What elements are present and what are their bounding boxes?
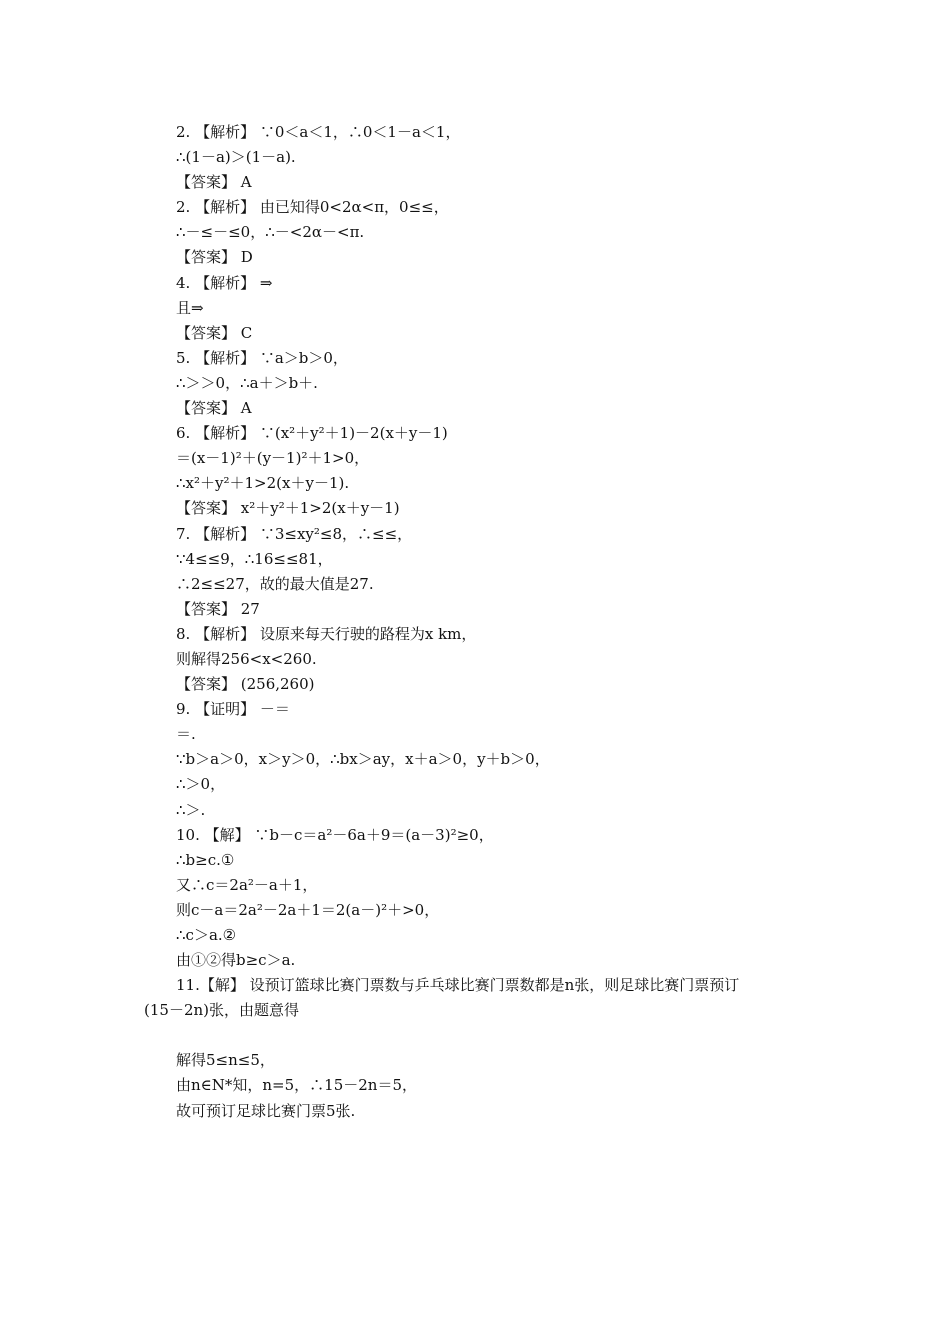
text-line: 9. 【证明】 －＝ [176,700,290,719]
q11-first-line: 11.【解】 设预订篮球比赛门票数与乒乓球比赛门票数都是n张，则足球比赛门票预订 [176,976,740,995]
text-line: 【答案】 x²＋y²＋1>2(x＋y－1) [176,499,400,518]
text-line: 则c－a＝2a²－2a＋1＝2(a－)²＋>0， [176,900,440,919]
text-line: 4. 【解析】 ⇒ [176,273,273,292]
text-line: ∴＞. [176,800,206,819]
text-line: 且⇒ [176,298,204,317]
text-line: 则解得256<x<260. [176,649,317,668]
text-line: 8. 【解析】 设原来每天行驶的路程为x km， [176,624,477,643]
text-line: 又∴c＝2a²－a＋1， [176,875,318,894]
text-line: 10. 【解】 ∵b－c＝a²－6a＋9＝(a－3)²≥0， [176,825,494,844]
text-line: ∴2≤≤27，故的最大值是27. [176,574,374,593]
text-line: ∴＞＞0，∴a＋＞b＋. [176,373,318,392]
text-line: 故可预订足球比赛门票5张. [176,1101,356,1120]
text-line: ∴c＞a.② [176,926,237,944]
text-line: ∵4≤≤9，∴16≤≤81， [176,549,333,568]
text-line: ＝. [176,725,196,744]
text-line: 6. 【解析】 ∵(x²＋y²＋1)－2(x＋y－1) [176,424,448,443]
text-line: 【答案】 A [176,173,252,192]
text-line: 2. 【解析】 ∵0＜a＜1，∴0＜1－a＜1， [176,123,461,141]
text-line: 【答案】 D [176,248,253,267]
text-line: ＝(x－1)²＋(y－1)²＋1>0， [176,449,370,468]
text-line: 7. 【解析】 ∵3≤xy²≤8，∴≤≤， [176,524,413,543]
text-line: 5. 【解析】 ∵a＞b＞0， [176,348,348,367]
text-line: ∴x²＋y²＋1>2(x＋y－1). [176,474,350,493]
text-line: 由①②得b≥c＞a. [176,951,296,970]
text-line: 【答案】 27 [176,599,260,618]
q11-second-line: (15－2n)张，由题意得 [144,1001,299,1020]
text-line: 解得5≤n≤5， [176,1051,275,1070]
text-line: 【答案】 A [176,399,252,418]
text-line: 2. 【解析】 由已知得0<2α<π，0≤≤， [176,198,449,217]
text-line: ∴(1－a)＞(1－a). [176,148,296,167]
blank-gap [176,1023,836,1048]
text-line: 【答案】 C [176,323,253,342]
answer-content [144,120,836,1124]
text-line: ∴b≥c.① [176,850,235,869]
text-line: ∴＞0， [176,775,226,794]
text-line: 【答案】 (256,260) [176,675,315,694]
text-line: 由n∈N*知，n=5，∴15－2n＝5， [176,1076,417,1095]
text-line: ∵b＞a＞0，x＞y＞0，∴bx＞ay，x＋a＞0，y＋b＞0， [176,750,550,769]
text-line: ∴－≤－≤0，∴－<2α－<π. [176,223,365,242]
